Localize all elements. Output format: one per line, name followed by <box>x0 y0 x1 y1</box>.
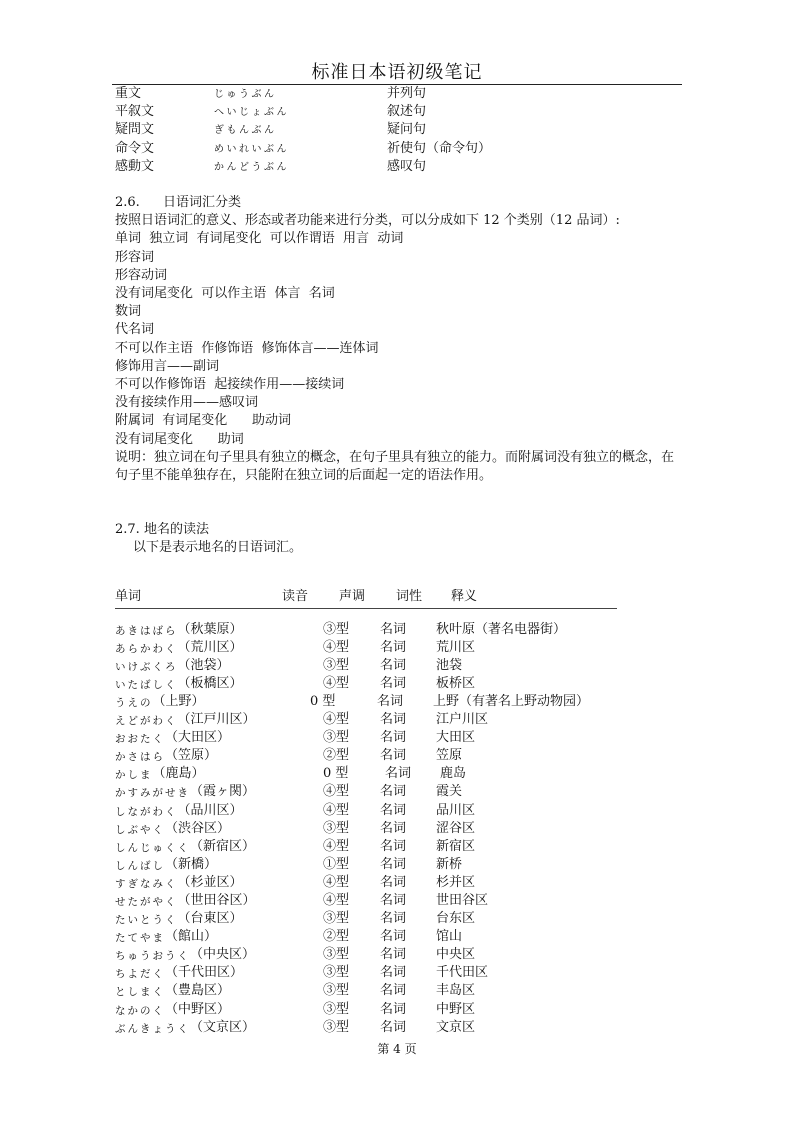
term-chinese: 并列句 <box>387 86 427 101</box>
part-of-speech: 名词 <box>380 947 407 963</box>
page-title: 标准日本语初级笔记 <box>311 62 483 83</box>
section-title: 地名的读法 <box>143 522 209 538</box>
place-kanji: （鹿島） <box>152 766 205 782</box>
meaning: 池袋 <box>436 657 463 673</box>
table-row <box>115 838 685 856</box>
sentence-type-row <box>115 140 685 158</box>
place-kana: かすみがせき <box>115 787 190 800</box>
table-row <box>115 783 685 801</box>
place-kana: すぎなみく <box>115 877 178 890</box>
place-kanji: （板橋区） <box>177 675 243 691</box>
section-number: 2.7. <box>115 522 140 538</box>
classification-line: 附属词 有词尾变化 助动词 <box>115 413 292 429</box>
meaning: 文京区 <box>436 1019 476 1035</box>
tone-pattern: ③型 <box>323 965 350 981</box>
table-row <box>115 856 685 874</box>
classification-line: 不可以作修饰语 起接续作用——接续词 <box>115 376 345 392</box>
classification-line: 修饰用言——副词 <box>115 358 220 374</box>
place-kana: いけぶくろ <box>115 660 178 673</box>
sentence-type-row <box>115 158 685 176</box>
place-kanji: （新宿区） <box>190 838 256 854</box>
tone-pattern: ③型 <box>323 1019 350 1035</box>
meaning: 涩谷区 <box>436 820 476 836</box>
place-kana: ちよだく <box>115 968 165 981</box>
classification-line: 没有接续作用——感叹词 <box>115 395 259 411</box>
tone-pattern: ②型 <box>323 748 350 764</box>
term-japanese: 命令文 <box>115 140 155 156</box>
column-header-tone: 声调 <box>339 588 366 604</box>
meaning: 秋叶原（著名电器街） <box>436 621 567 637</box>
place-kanji: （品川区） <box>177 802 243 818</box>
meaning: 丰岛区 <box>436 983 476 999</box>
place-kanji: （秋葉原） <box>177 621 243 637</box>
place-kana: しんばし <box>115 859 165 872</box>
sentence-type-list <box>115 85 685 176</box>
tone-pattern: ④型 <box>323 802 350 818</box>
meaning: 荒川区 <box>436 639 476 655</box>
place-kana: かしま <box>115 769 153 782</box>
place-kana: いたばしく <box>115 678 178 691</box>
part-of-speech: 名词 <box>380 639 407 655</box>
place-kanji: （豊島区） <box>165 983 231 999</box>
table-row <box>115 765 685 783</box>
term-chinese: 叙述句 <box>387 104 427 120</box>
part-of-speech: 名词 <box>380 802 407 818</box>
meaning: 中央区 <box>436 947 476 963</box>
tone-pattern: ④型 <box>323 838 350 854</box>
paragraph: 按照日语词汇的意义、形态或者功能来进行分类，可以分成如下 12 个类别（12 品词）: <box>115 213 620 229</box>
tone-pattern: ④型 <box>323 639 350 655</box>
part-of-speech: 名词 <box>380 784 407 800</box>
tone-pattern: ③型 <box>323 730 350 746</box>
document-body <box>115 85 685 1037</box>
part-of-speech: 名词 <box>380 621 407 637</box>
place-kanji: （笠原） <box>165 748 218 764</box>
tone-pattern: ③型 <box>323 1001 350 1017</box>
column-header-pos: 词性 <box>396 588 423 604</box>
section-number: 2.6. <box>115 194 140 210</box>
tone-pattern: ③型 <box>323 657 350 673</box>
meaning: 千代田区 <box>436 965 489 981</box>
section-heading <box>115 194 685 212</box>
part-of-speech: 名词 <box>380 911 407 927</box>
meaning: 上野（有著名上野动物园） <box>433 693 590 709</box>
place-name-table <box>115 621 685 1037</box>
place-kana: あきはばら <box>115 624 178 637</box>
sentence-type-row <box>115 103 685 121</box>
term-japanese: 重文 <box>115 86 142 101</box>
place-kana: ちゅうおうく <box>115 950 190 963</box>
meaning: 霞关 <box>436 784 463 800</box>
tone-pattern: ③型 <box>323 621 350 637</box>
table-row <box>115 802 685 820</box>
meaning: 品川区 <box>436 802 476 818</box>
table-row <box>115 928 685 946</box>
table-row <box>115 982 685 1000</box>
note-paragraph: 说明：独立词在句子里具有独立的概念，在句子里具有独立的能力。而附属词没有独立的概念，在句子里不能单独存在，只能附在独立词的后面起一定的语法作用。 <box>115 449 675 483</box>
place-kanji: （上野） <box>152 693 205 709</box>
meaning: 杉并区 <box>436 874 476 890</box>
column-header-word: 单词 <box>115 588 142 604</box>
tone-pattern: ③型 <box>323 820 350 836</box>
section-title: 日语词汇分类 <box>163 194 242 210</box>
tone-pattern: 0 型 <box>310 693 336 709</box>
tone-pattern: 0 型 <box>323 766 349 782</box>
meaning: 江户川区 <box>436 712 489 728</box>
table-row <box>115 675 685 693</box>
classification-line: 数词 <box>115 304 142 320</box>
table-row <box>115 639 685 657</box>
table-row <box>115 747 685 765</box>
part-of-speech: 名词 <box>380 820 407 836</box>
term-japanese: 疑問文 <box>115 122 155 138</box>
table-row <box>115 1001 685 1019</box>
part-of-speech: 名词 <box>380 1019 407 1035</box>
place-kana: かさはら <box>115 751 165 764</box>
table-row <box>115 693 685 711</box>
place-kanji: （館山） <box>165 929 218 945</box>
column-header-meaning: 释义 <box>451 588 478 604</box>
table-header <box>115 588 685 608</box>
classification-line: 形容动词 <box>115 267 168 283</box>
sentence-type-row <box>115 121 685 139</box>
part-of-speech: 名词 <box>380 965 407 981</box>
table-row <box>115 892 685 910</box>
tone-pattern: ④型 <box>323 712 350 728</box>
part-of-speech: 名词 <box>380 748 407 764</box>
meaning: 大田区 <box>436 730 476 746</box>
meaning: 鹿岛 <box>440 766 467 782</box>
meaning: 台东区 <box>436 911 476 927</box>
place-kana: たいとうく <box>115 914 178 927</box>
term-kana: めいれいぶん <box>214 143 289 155</box>
meaning: 世田谷区 <box>436 893 489 908</box>
table-row <box>115 621 685 639</box>
table-row <box>115 711 685 729</box>
table-divider <box>115 608 617 609</box>
place-kanji: （大田区） <box>165 730 231 746</box>
term-chinese: 疑问句 <box>387 122 427 138</box>
meaning: 笠原 <box>436 748 463 764</box>
part-of-speech: 名词 <box>377 693 404 709</box>
term-kana: へいじょぶん <box>214 107 289 119</box>
place-kanji: （文京区） <box>190 1019 256 1035</box>
term-kana: ぎもんぶん <box>214 125 277 137</box>
place-kana: たてやま <box>115 932 165 945</box>
table-row <box>115 657 685 675</box>
term-chinese: 祈使句（命令句） <box>387 140 492 156</box>
term-kana: かんどうぶん <box>214 161 289 173</box>
place-kanji: （千代田区） <box>165 965 244 981</box>
tone-pattern: ④型 <box>323 784 350 800</box>
part-of-speech: 名词 <box>380 712 407 728</box>
tone-pattern: ④型 <box>323 874 350 890</box>
classification-line: 不可以作主语 作修饰语 修饰体言——连体词 <box>115 340 379 356</box>
place-kana: なかのく <box>115 1004 165 1017</box>
tone-pattern: ③型 <box>323 911 350 927</box>
part-of-speech: 名词 <box>380 856 407 872</box>
place-kanji: （池袋） <box>177 657 230 673</box>
place-kanji: （江戸川区） <box>177 712 256 728</box>
paragraph: 以下是表示地名的日语词汇。 <box>133 540 303 556</box>
classification-line: 形容词 <box>115 249 155 265</box>
term-chinese: 感叹句 <box>387 158 427 174</box>
part-of-speech: 名词 <box>380 1001 407 1017</box>
section-heading <box>115 521 685 539</box>
place-kana: しんじゅくく <box>115 841 190 854</box>
part-of-speech: 名词 <box>380 657 407 673</box>
place-kanji: （渋谷区） <box>165 820 231 836</box>
classification-line: 没有词尾变化 可以作主语 体言 名词 <box>115 285 335 301</box>
part-of-speech: 名词 <box>380 675 407 691</box>
part-of-speech: 名词 <box>380 730 407 746</box>
part-of-speech: 名词 <box>385 766 412 782</box>
place-kanji: （新橋） <box>165 856 218 872</box>
tone-pattern: ④型 <box>323 893 350 908</box>
table-row <box>115 729 685 747</box>
place-kana: おおたく <box>115 733 165 746</box>
table-row <box>115 946 685 964</box>
place-kanji: （霞ヶ関） <box>190 784 256 800</box>
meaning: 馆山 <box>436 929 463 945</box>
place-kanji: （中央区） <box>190 947 256 963</box>
tone-pattern: ②型 <box>323 929 350 945</box>
sentence-type-row <box>115 85 685 103</box>
place-kanji: （中野区） <box>165 1001 231 1017</box>
tone-pattern: ③型 <box>323 947 350 963</box>
meaning: 新桥 <box>436 856 463 872</box>
column-header-reading: 读音 <box>282 588 309 604</box>
place-kanji: （荒川区） <box>177 639 243 655</box>
part-of-speech: 名词 <box>380 983 407 999</box>
place-kanji: （杉並区） <box>177 874 243 890</box>
place-kanji: （世田谷区） <box>177 893 256 908</box>
term-japanese: 平叙文 <box>115 104 155 120</box>
term-japanese: 感動文 <box>115 158 155 174</box>
place-kana: うえの <box>115 696 153 709</box>
part-of-speech: 名词 <box>380 874 407 890</box>
place-kana: ぶんきょうく <box>115 1022 190 1035</box>
place-kana: えどがわく <box>115 715 178 728</box>
part-of-speech: 名词 <box>380 838 407 854</box>
table-row <box>115 1019 685 1037</box>
meaning: 中野区 <box>436 1001 476 1017</box>
table-row <box>115 874 685 892</box>
place-kana: せたがやく <box>115 896 178 908</box>
tone-pattern: ①型 <box>323 856 350 872</box>
meaning: 板桥区 <box>436 675 476 691</box>
place-kana: しぶやく <box>115 823 165 836</box>
part-of-speech: 名词 <box>380 893 407 908</box>
place-kana: しながわく <box>115 805 178 818</box>
classification-line: 代名词 <box>115 322 155 338</box>
table-row <box>115 964 685 982</box>
tone-pattern: ④型 <box>323 675 350 691</box>
place-kanji: （台東区） <box>177 911 243 927</box>
table-row <box>115 820 685 838</box>
meaning: 新宿区 <box>436 838 476 854</box>
classification-line: 没有词尾变化 助词 <box>115 431 244 447</box>
place-kana: あらかわく <box>115 642 178 655</box>
term-kana: じゅうぶん <box>214 89 277 100</box>
place-kana: としまく <box>115 986 165 999</box>
table-row <box>115 910 685 928</box>
page-number: 第 4 页 <box>377 1042 417 1056</box>
tone-pattern: ③型 <box>323 983 350 999</box>
classification-line: 单词 独立词 有词尾变化 可以作谓语 用言 动词 <box>115 231 404 247</box>
part-of-speech: 名词 <box>380 929 407 945</box>
